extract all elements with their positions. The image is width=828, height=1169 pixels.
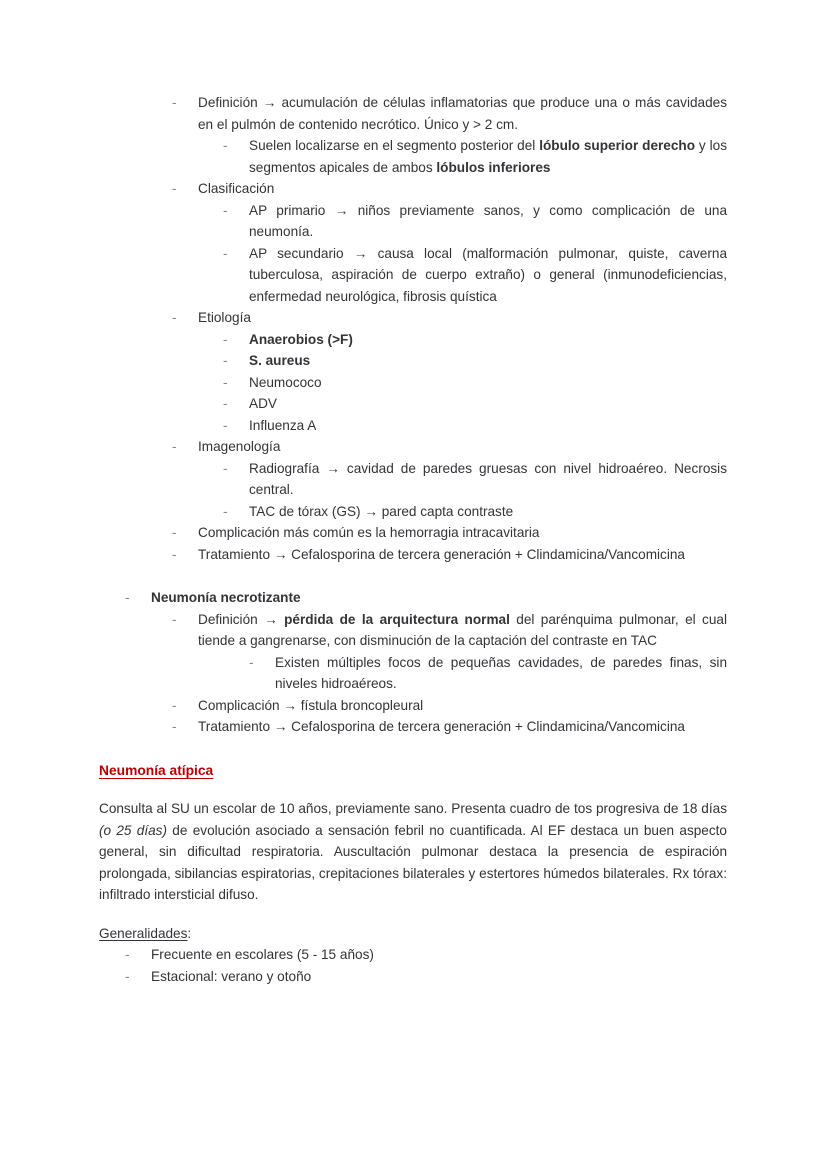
list-item-text: Anaerobios (>F) bbox=[249, 331, 353, 347]
list-item-radiografia bbox=[223, 458, 727, 501]
ap-secundario-lead: AP secundario bbox=[249, 245, 344, 261]
caso-part2: de evolución asociado a sensación febril no cuantificada. Al EF destaca un buen aspecto general, sin dificultad respiratoria. Auscultación pulmonar destaca la presencia de espiración prolongada, sibilancias espiratorias, crepitaciones bilaterales y estertores húmedos bilaterales. Rx tórax: infiltrado intersticial difuso. bbox=[99, 822, 727, 902]
list-item-frecuente-escolares bbox=[125, 944, 727, 966]
definicion-lead: Definición bbox=[198, 95, 258, 110]
definicion-necro-body: del parénquima pulmonar, el cual tiende a gangrenarse, con disminución de la captación del contraste en TAC bbox=[198, 611, 727, 648]
list-item-text bbox=[172, 716, 727, 738]
list-item-text bbox=[172, 609, 727, 652]
list-item-text: Frecuente en escolares (5 - 15 años) bbox=[151, 947, 374, 962]
localizacion-part2: y los segmentos apicales de ambos bbox=[249, 138, 728, 175]
complicacion-necro-lead: Complicación bbox=[198, 697, 280, 713]
tratamiento-lead: Tratamiento bbox=[198, 546, 271, 562]
definicion-necro-lead: Definición bbox=[198, 611, 258, 627]
list-item-ap-secundario bbox=[223, 243, 727, 308]
generalidades-colon: : bbox=[187, 925, 192, 941]
list-item-tratamiento-necrotizante bbox=[172, 716, 727, 738]
bullet-dash: - bbox=[223, 417, 228, 433]
list-item-definicion-necrotizante bbox=[172, 609, 727, 652]
list-item-tac-torax bbox=[223, 501, 727, 523]
bullet-dash: - bbox=[172, 95, 177, 110]
ap-secundario-body: causa local (malformación pulmonar, quiste, caverna tuberculosa, aspiración de cuerpo extraño) o general (inmunodeficiencias, enfermedad neurológica, fibrosis quística bbox=[249, 245, 728, 304]
list-item-neumonia-necrotizante bbox=[125, 587, 727, 609]
heading-spacer bbox=[99, 781, 727, 798]
arrow-icon: → bbox=[353, 245, 368, 261]
list-item-text bbox=[223, 135, 727, 178]
list-item-text: Imagenología bbox=[198, 439, 281, 454]
list-item-text: ADV bbox=[249, 396, 277, 411]
bullet-dash: - bbox=[125, 947, 130, 962]
ap-primario-lead: AP primario bbox=[249, 202, 326, 218]
arrow-icon: → bbox=[364, 503, 378, 519]
arrow-icon: → bbox=[273, 546, 288, 562]
paragraph-spacer bbox=[99, 906, 727, 923]
tac-torax-body: pared capta contraste bbox=[377, 503, 514, 519]
list-item-text: Clasificación bbox=[198, 181, 275, 196]
list-item-text: Neumococo bbox=[249, 374, 322, 390]
bullet-dash: - bbox=[223, 460, 228, 476]
list-item-text bbox=[172, 544, 727, 566]
localizacion-part1: Suelen localizarse en el segmento posterior del bbox=[249, 138, 540, 153]
list-item-complicacion-necrotizante bbox=[172, 695, 727, 717]
arrow-icon: → bbox=[273, 719, 288, 734]
list-item-complicacion-absceso bbox=[172, 522, 727, 544]
tac-torax-lead: TAC de tórax (GS) bbox=[249, 503, 361, 519]
list-item-text: Complicación más común es la hemorragia intracavitaria bbox=[198, 525, 540, 540]
bullet-dash: - bbox=[223, 202, 228, 218]
bullet-dash: - bbox=[172, 525, 177, 540]
list-item-clasificacion bbox=[172, 178, 727, 200]
caso-clinico-paragraph bbox=[99, 798, 727, 906]
list-item-neumococo bbox=[223, 372, 727, 394]
bullet-dash: - bbox=[223, 353, 228, 368]
bullet-dash: - bbox=[223, 396, 228, 411]
bullet-dash: - bbox=[223, 374, 228, 390]
list-item-text bbox=[172, 92, 727, 135]
list-item-text bbox=[223, 243, 727, 308]
section-heading-neumonia-atipica: Neumonía atípica bbox=[99, 762, 214, 778]
absceso-section bbox=[99, 92, 727, 565]
list-item-influenza-a bbox=[223, 415, 727, 437]
list-item-text bbox=[223, 501, 727, 523]
radiografia-lead: Radiografía bbox=[249, 460, 320, 476]
list-item-adv bbox=[223, 393, 727, 415]
ap-primario-body: niños previamente sanos, y como complicación de una neumonía. bbox=[249, 202, 728, 239]
section-spacer bbox=[99, 565, 727, 587]
localizacion-bold-lobulos-inferiores: lóbulos inferiores bbox=[436, 159, 551, 175]
caso-italic-duracion: (o 25 días) bbox=[99, 822, 168, 838]
generalidades-heading bbox=[99, 923, 727, 945]
definicion-body: acumulación de células inflamatorias que produce una o más cavidades en el pulmón de contenido necrótico. Único y > 2 cm. bbox=[198, 95, 727, 132]
bullet-dash: - bbox=[172, 697, 177, 713]
list-item-focos-multiples bbox=[249, 652, 727, 695]
definicion-necro-bold: pérdida de la arquitectura normal bbox=[284, 611, 510, 627]
bullet-dash: - bbox=[223, 138, 228, 153]
arrow-icon: → bbox=[264, 611, 278, 627]
list-item-etiologia bbox=[172, 307, 727, 329]
arrow-icon: → bbox=[283, 697, 297, 713]
list-item-text bbox=[172, 695, 727, 717]
bullet-dash: - bbox=[172, 439, 177, 454]
bullet-dash: - bbox=[223, 331, 228, 347]
bullet-dash: - bbox=[172, 611, 177, 627]
bullet-dash: - bbox=[172, 546, 177, 562]
section-spacer bbox=[99, 738, 727, 760]
tratamiento-necro-lead: Tratamiento bbox=[198, 719, 271, 734]
bullet-dash: - bbox=[223, 503, 228, 519]
tratamiento-necro-body: Cefalosporina de tercera generación + Clindamicina/Vancomicina bbox=[287, 719, 685, 734]
arrow-icon: → bbox=[262, 95, 277, 110]
arrow-icon: → bbox=[326, 460, 340, 476]
list-item-anaerobios bbox=[223, 329, 727, 351]
generalidades-list bbox=[99, 944, 727, 987]
complicacion-necro-body: fístula broncopleural bbox=[296, 697, 424, 713]
list-item-text: Estacional: verano y otoño bbox=[151, 968, 312, 984]
bullet-dash: - bbox=[125, 590, 130, 605]
list-item-text bbox=[223, 200, 727, 243]
arrow-icon: → bbox=[334, 202, 349, 218]
list-item-localizacion bbox=[223, 135, 727, 178]
list-item-estacional bbox=[125, 966, 727, 988]
bullet-dash: - bbox=[125, 968, 130, 984]
bullet-dash: - bbox=[172, 181, 177, 196]
list-item-text: Influenza A bbox=[249, 417, 317, 433]
bullet-dash: - bbox=[172, 310, 177, 325]
localizacion-bold-lobulo-superior: lóbulo superior derecho bbox=[539, 138, 696, 153]
necrotizante-title: Neumonía necrotizante bbox=[151, 590, 301, 605]
atipica-heading-wrap bbox=[99, 760, 727, 782]
list-item-definicion bbox=[172, 92, 727, 135]
bullet-dash: - bbox=[172, 719, 177, 734]
list-item-text: Existen múltiples focos de pequeñas cavidades, de paredes finas, sin niveles hidroaéreos. bbox=[275, 654, 727, 691]
tratamiento-body: Cefalosporina de tercera generación + Clindamicina/Vancomicina bbox=[287, 546, 685, 562]
bullet-dash: - bbox=[249, 654, 254, 670]
caso-part1: Consulta al SU un escolar de 10 años, previamente sano. Presenta cuadro de tos progresiva de 18 días bbox=[99, 801, 727, 816]
list-item-text: Etiología bbox=[198, 310, 251, 325]
necrotizante-section bbox=[99, 587, 727, 738]
list-item-ap-primario bbox=[223, 200, 727, 243]
list-item-text bbox=[223, 458, 727, 501]
list-item-imagenologia bbox=[172, 436, 727, 458]
bullet-dash: - bbox=[223, 245, 228, 261]
generalidades-label: Generalidades bbox=[99, 925, 188, 941]
radiografia-body: cavidad de paredes gruesas con nivel hidroaéreo. Necrosis central. bbox=[249, 460, 727, 497]
list-item-s-aureus bbox=[223, 350, 727, 372]
list-item-text: S. aureus bbox=[249, 353, 311, 368]
list-item-tratamiento-absceso bbox=[172, 544, 727, 566]
